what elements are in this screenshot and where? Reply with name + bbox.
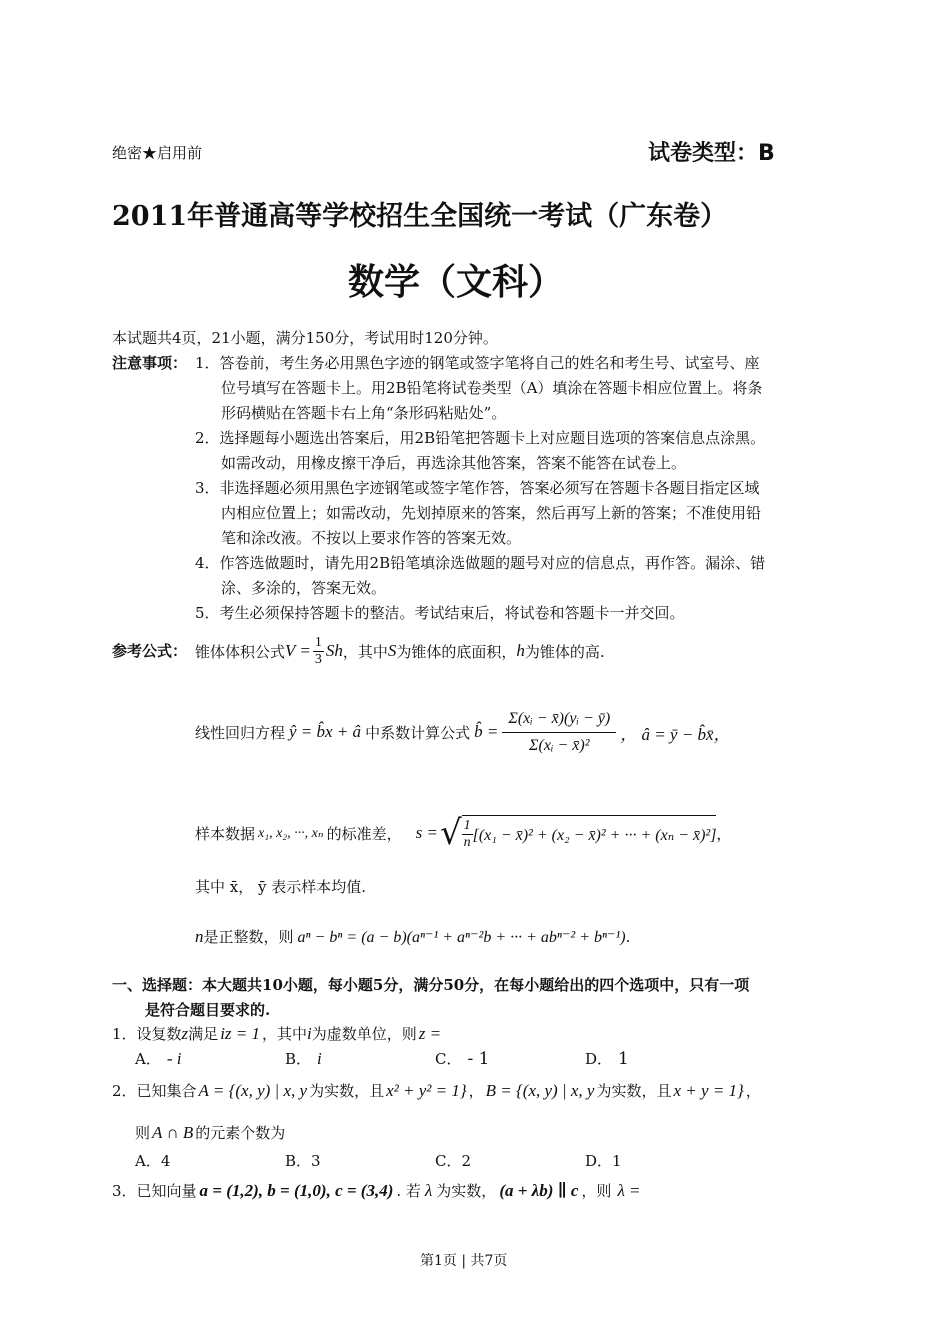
reg-eq: ŷ = b̂x + â <box>289 722 362 741</box>
power-formula <box>195 926 630 947</box>
cone-formula <box>195 629 605 673</box>
notes-label: 注意事项： <box>112 354 188 372</box>
cone-h: h <box>516 641 525 660</box>
q2-option-c: C．2 <box>435 1152 472 1170</box>
sd-frac-den: n <box>463 835 471 850</box>
question-1 <box>112 1023 441 1044</box>
note-line: 笔和涂改液。不按以上要求作答的答案无效。 <box>221 529 522 547</box>
sd-vars: x₁, x₂, ···, xₙ <box>258 825 324 841</box>
reg-mid: 中系数计算公式 <box>365 723 471 742</box>
question-3 <box>112 1180 641 1201</box>
q1-stem: 为虚数单位，则 <box>311 1025 417 1043</box>
cone-fraction <box>313 635 324 668</box>
q1-option-d: D． 1 <box>585 1049 629 1069</box>
cone-frac-den: 3 <box>314 651 322 667</box>
note-line: 内相应位置上；如需改动，先划掉原来的答案，然后再写上新的答案；不准使用铅 <box>221 504 762 522</box>
question-2 <box>112 1080 761 1101</box>
reg-den: Σ(xᵢ − x̄)² <box>529 736 590 754</box>
power-tail: . <box>625 927 631 946</box>
q2-option-b: B．3 <box>285 1152 321 1170</box>
reg-a: ， â = ȳ − b̂x̄， <box>620 724 731 744</box>
note-line: 5．考生必须保持答题卡的整洁。考试结束后，将试卷和答题卡一并交回。 <box>195 604 685 622</box>
q2-cond-a: x² + y² = 1} <box>386 1080 467 1100</box>
note-line: 4．作答选做题时，请先用2B铅笔填涂选做题的题号对应的信息点，再作答。漏涂、错 <box>195 554 766 572</box>
reg-num: Σ(xᵢ − x̄)(yᵢ − ȳ) <box>502 706 616 733</box>
q3-parallel: (a + λb) ∥ c <box>499 1180 579 1200</box>
note-line: 2．选择题每小题选出答案后，用2B铅笔把答题卡上对应题目选项的答案信息点涂黑。 <box>195 429 766 447</box>
question-2-cont <box>135 1122 285 1143</box>
sd-radicand <box>462 815 717 851</box>
cone-suffix-1: ，其中 <box>342 642 388 661</box>
q1-i: i <box>307 1023 312 1043</box>
sd-mid: 的标准差， <box>326 824 402 843</box>
q2-line2: 则 <box>135 1124 151 1142</box>
cone-suffix-2: 为锥体的底面积， <box>396 642 517 661</box>
sd-body: [(x₁ − x̄)² + (x₂ − x̄)² + ··· + (xₙ − x̄)²] <box>472 826 717 844</box>
q1-stem: ，其中 <box>262 1025 308 1043</box>
intro-text: 本试题共4页，21小题，满分150分，考试用时120分钟。 <box>112 329 498 347</box>
page-subtitle: 数学（文科） <box>348 261 565 303</box>
sd-s: s = <box>415 823 438 842</box>
q3-stem: 3．已知向量 <box>112 1182 197 1200</box>
sqrt-icon: √ <box>439 813 462 853</box>
q2-tail: ， <box>745 1082 761 1100</box>
sd-fraction <box>462 818 473 851</box>
note-line: 3．非选择题必须用黑色字迹钢笔或签字笔作答，答案必须写在答题卡各题目指定区域 <box>195 479 760 497</box>
sd-prefix: 样本数据 <box>195 824 256 843</box>
q1-z: z <box>181 1023 189 1043</box>
q2-set-b: B = {(x, y) | x, y <box>485 1080 595 1100</box>
q2-stem: 为实数，且 <box>596 1082 672 1100</box>
reg-b: b̂ = <box>474 722 499 741</box>
cone-eq: V = <box>285 641 311 660</box>
cone-frac-num: 1 <box>314 634 322 650</box>
q3-lambda-eq: λ = <box>617 1180 641 1200</box>
q1-eq: iz = 1 <box>220 1023 260 1043</box>
reg-fraction <box>502 706 616 759</box>
q3-stem: 为实数， <box>436 1182 497 1200</box>
cone-s: S <box>387 641 397 660</box>
cone-prefix: 锥体体积公式 <box>195 642 286 661</box>
q3-stem: ，则 <box>581 1182 612 1200</box>
regression-formula <box>195 692 731 772</box>
note-line: 形码横贴在答题卡右上角“条形码粘贴处”。 <box>221 404 507 422</box>
q3-vectors: a = (1,2), b = (1,0), c = (3,4) <box>199 1180 394 1200</box>
reg-prefix: 线性回归方程 <box>195 723 286 742</box>
q2-comma: ， <box>468 1082 484 1100</box>
page-footer: 第1页 | 共7页 <box>420 1253 508 1269</box>
note-line: 涂、多涂的，答案无效。 <box>221 579 387 597</box>
section-heading: 一、选择题：本大题共10小题，每小题5分，满分50分，在每小题给出的四个选项中，只有一项 <box>112 976 750 994</box>
note-line: 位号填写在答题卡上。用2B铅笔将试卷类型（A）填涂在答题卡相应位置上。将条 <box>221 379 763 397</box>
cone-sh: Sh <box>325 641 343 660</box>
sd-formula <box>195 808 731 858</box>
page-title: 2011年普通高等学校招生全国统一考试（广东卷） <box>112 201 728 232</box>
q2-option-d: D．1 <box>585 1152 622 1170</box>
q2-cond-b: x + y = 1} <box>673 1080 744 1100</box>
q2-intersection: A ∩ B <box>152 1122 194 1142</box>
mean-text: 其中 x̄， ȳ 表示样本均值. <box>195 878 367 896</box>
q3-stem: . 若 <box>396 1182 421 1200</box>
power-n: n <box>195 926 204 946</box>
q3-lambda: λ <box>424 1180 433 1200</box>
q1-option-a: A． - i <box>135 1049 182 1068</box>
note-line: 如需改动，用橡皮擦干净后，再选涂其他答案，答案不能答在试卷上。 <box>221 454 687 472</box>
sd-frac-num: 1 <box>463 818 471 833</box>
cone-suffix-3: 为锥体的高. <box>524 642 605 661</box>
q1-option-c: C． - 1 <box>435 1049 490 1069</box>
formulas-label: 参考公式： <box>112 642 188 660</box>
q2-set-a: A = {(x, y) | x, y <box>198 1080 308 1100</box>
q1-stem: 1．设复数 <box>112 1025 182 1043</box>
q1-stem: 满足 <box>188 1025 219 1043</box>
power-eq: aⁿ − bⁿ = (a − b)(aⁿ⁻¹ + aⁿ⁻²b + ··· + abⁿ⁻² + bⁿ⁻¹) <box>297 928 626 946</box>
secret-label: 绝密★启用前 <box>112 144 203 162</box>
note-line: 1．答卷前，考生务必用黑色字迹的钢笔或签字笔将自己的姓名和考生号、试室号、座 <box>195 354 760 372</box>
sd-tail: ， <box>716 824 732 843</box>
q2-stem: 2．已知集合 <box>112 1082 197 1100</box>
paper-type: 试卷类型：B <box>648 141 775 166</box>
q2-option-a: A．4 <box>135 1152 171 1170</box>
q2-stem: 为实数，且 <box>309 1082 385 1100</box>
q2-line2: 的元素个数为 <box>195 1124 286 1142</box>
q1-z2: z = <box>418 1023 442 1043</box>
q1-option-b: B． i <box>285 1049 322 1068</box>
power-text: 是正整数，则 <box>203 928 294 946</box>
section-heading-cont: 是符合题目要求的. <box>145 1001 271 1019</box>
